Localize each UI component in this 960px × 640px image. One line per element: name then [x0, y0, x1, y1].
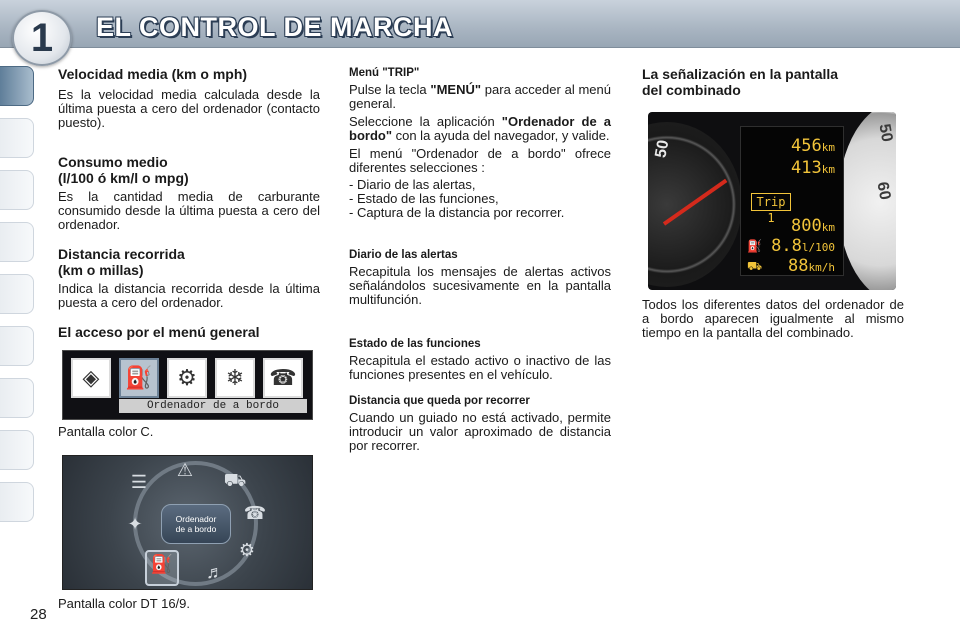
title-line: (l/100 ó km/l o mpg) [58, 170, 189, 186]
text: Pulse la tecla [349, 82, 431, 97]
center-label-line: de a bordo [175, 524, 217, 534]
phone-icon: ☎ [263, 358, 303, 398]
title-line: (km o millas) [58, 262, 144, 278]
navigation-icon: ◈ [71, 358, 111, 398]
title-line: del combinado [642, 82, 741, 98]
text: con la ayuda del navegador, y valide. [392, 128, 610, 143]
title-line: Consumo medio [58, 154, 168, 170]
display-unit: l/100 [801, 241, 835, 254]
column-middle [349, 66, 611, 453]
distance-text: Cuando un guiado no está activado, permite introducir un valor aproximado de distancia por recorrer. [349, 410, 611, 453]
side-tab-chapter-8[interactable] [0, 430, 34, 470]
cluster-text-block [642, 298, 904, 340]
screen-color-c-image [62, 350, 313, 420]
onboard-computer-center-button [161, 504, 231, 544]
list-item: - Estado de las funciones, [349, 191, 499, 206]
display-line-2 [791, 159, 835, 179]
functions-text: Recapitula el estado activo o inactivo de las funciones presentes en el vehículo. [349, 353, 611, 382]
column-left [58, 66, 320, 346]
fuel-pump-icon: ⛽ [747, 239, 762, 253]
distance-title: Distancia que queda por recorrer [349, 395, 530, 407]
navigation-icon: ✦ [127, 514, 143, 534]
side-tab-chapter-7[interactable] [0, 378, 34, 418]
center-label-line: Ordenador [175, 514, 217, 524]
alerts-text: Recapitula los mensajes de alertas activos señalándolos sucesivamente en la pantalla multifunción. [349, 264, 611, 307]
display-value: 88 [788, 256, 809, 276]
display-value: 456 [791, 136, 822, 156]
climate-icon: ☰ [130, 472, 148, 492]
instrument-cluster-image [648, 112, 896, 290]
menu-key-label: "MENÚ" [430, 82, 482, 97]
gauge-label: 50 [652, 138, 673, 160]
gauge-label: 50 [875, 122, 896, 144]
trip-paragraph-1 [349, 83, 611, 111]
screen-menu-label: Ordenador de a bordo [119, 399, 307, 413]
text: Seleccione la aplicación [349, 114, 502, 129]
phone-icon: ☎ [243, 503, 267, 523]
side-tab-chapter-9[interactable] [0, 482, 34, 522]
cluster-text: Todos los diferentes datos del ordenador de a bordo aparecen igualmente al mismo tiempo en la pantalla del combinado. [642, 297, 904, 340]
side-tab-chapter-2[interactable] [0, 118, 34, 158]
side-tab-chapter-1[interactable] [0, 66, 34, 106]
trip-paragraph-2 [349, 115, 611, 143]
side-tab-chapter-5[interactable] [0, 274, 34, 314]
display-line-3 [791, 217, 835, 237]
options-list [349, 178, 611, 220]
section-title-distance [58, 246, 320, 278]
trip-label: Trip 1 [751, 193, 791, 211]
chapter-number: 1 [30, 16, 54, 60]
car-icon: ⛟ [223, 470, 247, 490]
section-text-average-consumption: Es la cantidad media de carburante consumido desde la última puesta a cero del ordenador. [58, 189, 320, 232]
fuel-pump-icon: ⛽ [145, 550, 179, 586]
display-unit: km [821, 221, 835, 234]
display-unit: km [821, 163, 835, 176]
display-value: 800 [791, 216, 822, 236]
title-line: La señalización en la pantalla [642, 66, 839, 82]
settings-icon: ⚙ [167, 358, 207, 398]
side-tab-chapter-4[interactable] [0, 222, 34, 262]
gauge-label: 60 [873, 180, 894, 202]
chapter-badge [12, 10, 72, 66]
display-line-5 [788, 257, 835, 277]
settings-icon: ⚙ [238, 540, 256, 560]
page-number: 28 [30, 606, 47, 623]
column-right [642, 66, 906, 104]
display-line-4 [771, 237, 835, 257]
section-text-distance: Indica la distancia recorrida desde la última puesta a cero del ordenador. [58, 281, 320, 310]
side-tabs [0, 66, 34, 534]
display-value: 8.8 [771, 236, 802, 256]
speaker-icon: ♬ [206, 562, 224, 582]
list-item: - Diario de las alertas, [349, 177, 476, 192]
car-icon: ⛟ [747, 259, 763, 273]
page-title: EL CONTROL DE MARCHA [96, 12, 454, 42]
section-title-average-speed: Velocidad media (km o mph) [58, 66, 248, 82]
section-title-cluster-display [642, 66, 906, 98]
screen-color-dt-image [62, 455, 313, 590]
alerts-title: Diario de las alertas [349, 249, 458, 261]
climate-icon: ❄ [215, 358, 255, 398]
side-tab-chapter-3[interactable] [0, 170, 34, 210]
display-unit: km [821, 141, 835, 154]
section-title-general-menu: El acceso por el menú general [58, 324, 260, 340]
text: para acceder al menú general. [349, 82, 611, 111]
section-text-average-speed: Es la velocidad media calculada desde la última puesta a cero del ordenador (contacto puesto). [58, 87, 320, 130]
side-tab-chapter-6[interactable] [0, 326, 34, 366]
caption-screen-dt: Pantalla color DT 16/9. [58, 596, 190, 611]
functions-title: Estado de las funciones [349, 338, 481, 350]
trip-paragraph-3: El menú "Ordenador de a bordo" ofrece diferentes selecciones : [349, 146, 611, 175]
display-unit: km/h [808, 261, 835, 274]
application-key-label: "Ordenador de a bordo" [349, 114, 611, 143]
display-value: 413 [791, 158, 822, 178]
multifunction-display [740, 126, 844, 276]
section-title-average-consumption [58, 154, 320, 186]
list-item: - Captura de la distancia por recorrer. [349, 205, 565, 220]
display-line-1 [791, 137, 835, 157]
title-line: Distancia recorrida [58, 246, 185, 262]
caption-screen-c: Pantalla color C. [58, 424, 154, 439]
fuel-pump-icon: ⛽ [119, 358, 159, 398]
trip-menu-title: Menú "TRIP" [349, 67, 420, 79]
warning-icon: ⚠ [176, 460, 194, 480]
